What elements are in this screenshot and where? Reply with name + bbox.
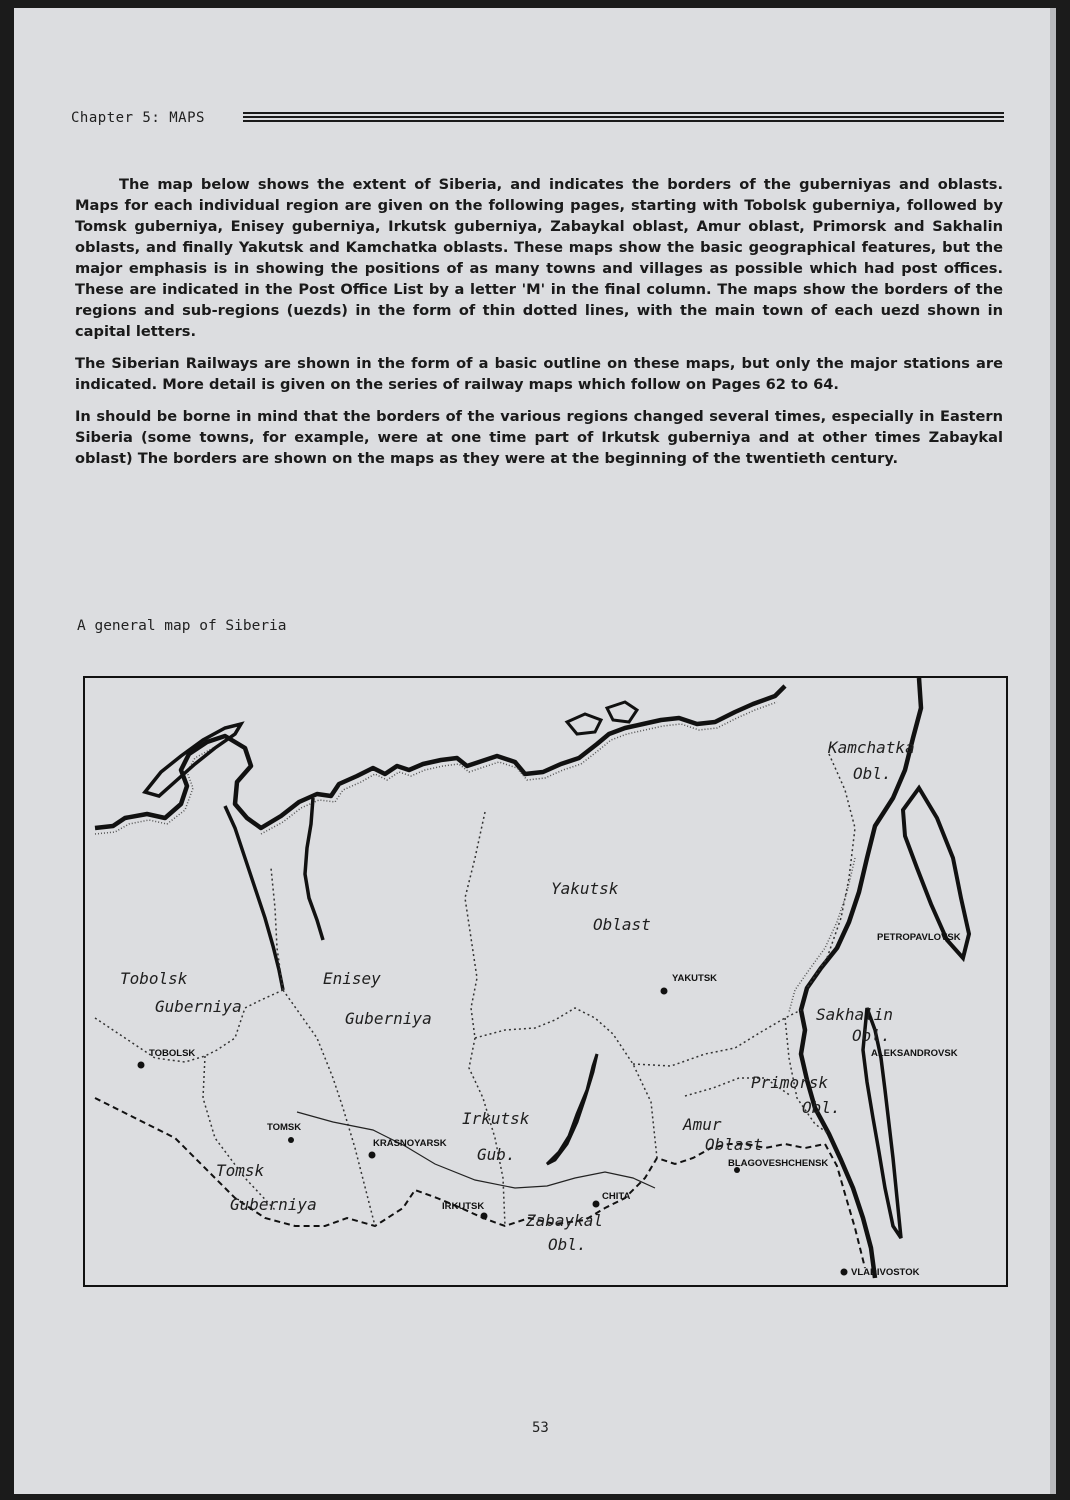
town-dot-yakutsk [661, 988, 668, 995]
town-dot-tomsk [288, 1137, 294, 1143]
paragraph-1: The map below shows the extent of Siberia, and indicates the borders of the guberniyas and oblasts. Maps for each individual region are given on the following pages, starting with Tobolsk guberniya, followed by Tomsk guberniya, Enisey guberniya, Irkutsk guberniya, Zabaykal oblast, Amur oblast, Primorsk and Sakhalin oblasts, and finally Yakutsk and Kamchatka oblasts. These maps show the basic geographical features, but the major emphasis is in showing the positions of as many towns and villages as possible which had post offices. These are indicated in the Post Office List by a letter 'M' in the final column. The maps show the borders of the regions and sub-regions (uezds) in the form of thin dotted lines, with the main town of each uezd shown in capital letters. [75, 176, 1003, 340]
region-label-zabaykal: Zabaykal [526, 1211, 604, 1230]
region-label-enisey-guberniya: Guberniya [345, 1009, 432, 1028]
town-label-blagoveshchensk: BLAGOVESHCHENSK [728, 1158, 829, 1169]
town-label-tomsk: TOMSK [267, 1122, 302, 1133]
paragraph-3: In should be borne in mind that the borders of the various regions changed several times, especially in Eastern Siberia (some towns, for example, were at one time part of Irkutsk guberniya and at other times Zabaykal oblast) The borders are shown on the maps as they were at the beginning of the twentieth century. [75, 408, 1003, 467]
town-dot-irkutsk [481, 1213, 488, 1220]
town-label-aleksandrovsk: ALEKSANDROVSK [871, 1048, 958, 1059]
region-label-tomsk-guberniya: Guberniya [230, 1195, 317, 1214]
region-label-amur-oblast: Oblast [705, 1135, 763, 1154]
arctic-coastline [95, 686, 785, 828]
map-graphic [85, 678, 1006, 1285]
region-label-zabaykal-obl: Obl. [548, 1235, 587, 1254]
town-label-krasnoyarsk: KRASNOYARSK [373, 1138, 447, 1149]
region-label-primorsk-obl: Obl. [802, 1098, 841, 1117]
region-label-irkutsk: Irkutsk [462, 1109, 530, 1128]
chapter-header [71, 110, 1004, 132]
region-label-yakutsk-oblast: Oblast [593, 915, 651, 934]
map-caption: A general map of Siberia [77, 618, 287, 634]
chapter-title: Chapter 5: MAPS [71, 110, 205, 126]
town-label-vladivostok: VLADIVOSTOK [851, 1267, 920, 1278]
town-label-yakutsk: YAKUTSK [672, 973, 718, 984]
town-dot-chita [593, 1201, 600, 1208]
town-label-irkutsk: IRKUTSK [442, 1201, 485, 1212]
town-dot-krasnoyarsk [369, 1152, 376, 1159]
region-label-tobolsk-guberniya: Guberniya [155, 997, 242, 1016]
paragraph-2: The Siberian Railways are shown in the form of a basic outline on these maps, but only the major stations are indicated. More detail is given on the series of railway maps which follow on Pages 62 to 64. [75, 355, 1003, 393]
town-dot-vladivostok [841, 1269, 848, 1276]
region-label-irkutsk-gub: Gub. [477, 1145, 516, 1164]
yenisei-gulf [305, 798, 323, 940]
body-text [75, 174, 1003, 480]
region-label-primorsk: Primorsk [751, 1073, 829, 1092]
ob-gulf [225, 806, 283, 990]
region-label-tobolsk: Tobolsk [120, 969, 188, 988]
siberia-map [83, 676, 1008, 1287]
town-label-chita: CHITA [602, 1191, 631, 1202]
region-label-kamchatka: Kamchatka [828, 738, 915, 757]
region-label-sakhalin: Sakhalin [816, 1005, 894, 1024]
document-page [14, 8, 1056, 1494]
town-label-petropavlovsk: PETROPAVLOVSK [877, 932, 961, 943]
region-label-kamchatka-obl: Obl. [853, 764, 892, 783]
town-dot-tobolsk [138, 1062, 145, 1069]
town-label-tobolsk: TOBOLSK [149, 1048, 196, 1059]
page-number: 53 [532, 1420, 549, 1436]
chapter-rule [243, 112, 1004, 124]
page-edge [1050, 8, 1056, 1494]
region-label-tomsk: Tomsk [216, 1161, 265, 1180]
region-borders [95, 754, 855, 1226]
region-label-amur: Amur [683, 1115, 722, 1134]
region-label-sakhalin-obl: Obl. [852, 1026, 891, 1045]
region-label-yakutsk: Yakutsk [551, 879, 619, 898]
lake-baikal [547, 1054, 597, 1164]
region-label-enisey: Enisey [323, 969, 381, 988]
arctic-coast-stipple [95, 702, 777, 834]
